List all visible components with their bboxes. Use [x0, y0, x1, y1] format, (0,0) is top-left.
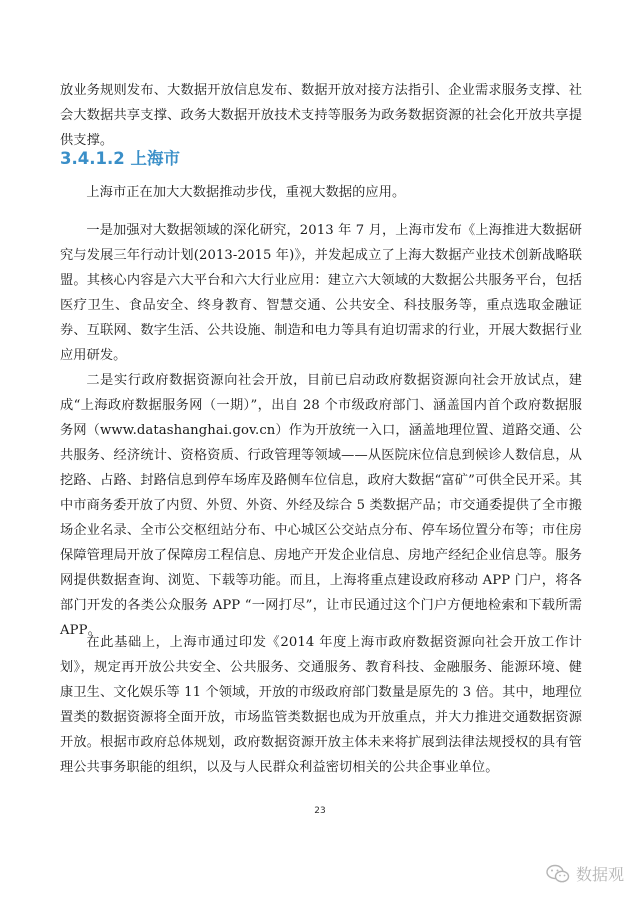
paragraph-research: 一是加强对大数据领域的深化研究，2013 年 7 月，上海市发布《上海推进大数据研究与发展三年行动计划(2013-2015 年)》，并发起成立了上海大数据产业技术创新战略联盟。其核心内容是六大平台和六大行业应用：建立六大领域的大数据公共服务平台，包括医疗卫生、食品安全、终身教育、智慧交通、公共安全、科技服务等，重点选取金融证券、互联网、数字生活、公共设施、制造和电力等具有迫切需求的行业，开展大数据行业应用研发。	[60, 223, 582, 363]
watermark-text: 数据观	[575, 865, 624, 884]
wechat-icon	[546, 864, 570, 884]
paragraph-intro-continued: 放业务规则发布、大数据开放信息发布、数据开放对接方法指引、企业需求服务支撑、社会大数据共享支撑、政务大数据开放技术支持等服务为政务数据资源的社会化开放共享提供支撑。	[60, 83, 582, 148]
paragraph-shanghai-intro: 上海市正在加大大数据推动步伐，重视大数据的应用。	[86, 185, 406, 200]
watermark	[546, 862, 624, 885]
paragraph-2014-plan: 在此基础上，上海市通过印发《2014 年度上海市政府数据资源向社会开放工作计划》，规定再开放公共安全、公共服务、交通服务、教育科技、金融服务、能源环境、健康卫生、文化娱乐等 11 个领域，开放的市级政府部门数量是原先的 3 倍。其中，地理位置类的数据资源将全面开放，市场监管类数据也成为开放重点，并大力推进交通数据资源开放。根据市政府总体规划，政府数据资源开放主体未来将扩展到法律法规授权的具有管理公共事务职能的组织，以及与人民群众利益密切相关的公共企事业单位。	[60, 635, 582, 775]
section-heading: 3.4.1.2 上海市	[60, 149, 180, 168]
page-number: 23	[314, 806, 326, 816]
paragraph-open-data: 二是实行政府数据资源向社会开放，目前已启动政府数据资源向社会开放试点，建成“上海政府数据服务网（一期）”，出自 28 个市级政府部门、涵盖国内首个政府数据服务网（www.datashanghai.gov.cn）作为开放统一入口，涵盖地理位置、道路交通、公共服务、经济统计、资格资质、行政管理等领域——从医院床位信息到候诊人数信息，从挖路、占路、封路信息到停车场库及路侧车位信息，政府大数据“富矿”可供全民开采。其中市商务委开放了内贸、外贸、外资、外经及综合 5 类数据产品；市交通委提供了全市搬场企业名录、全市公交枢纽站分布、中心城区公交站点分布、停车场位置分布等；市住房保障管理局开放了保障房工程信息、房地产开发企业信息、房地产经纪企业信息等。服务网提供数据查询、浏览、下载等功能。而且，上海将重点建设政府移动 APP 门户，将各部门开发的各类公众服务 APP “一网打尽”，让市民通过这个门户方便地检索和下载所需 APP。	[60, 373, 582, 638]
